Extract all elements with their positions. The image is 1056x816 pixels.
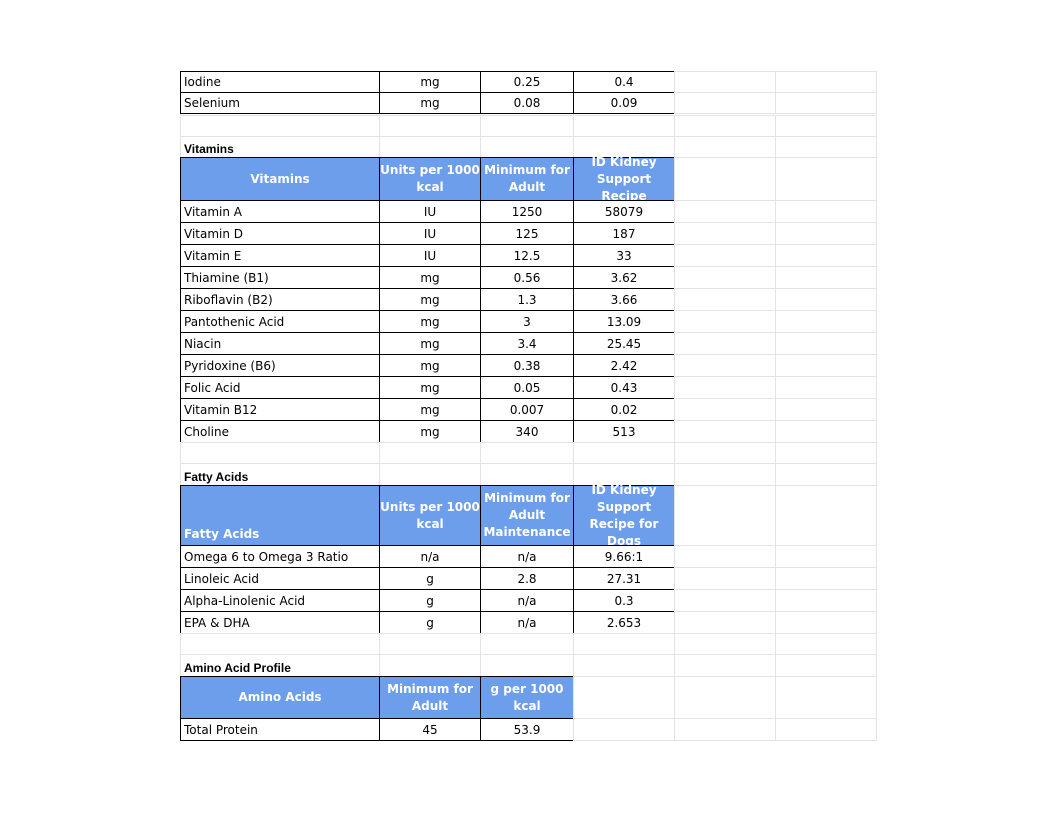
unit-cell[interactable]: IU bbox=[379, 244, 481, 267]
recipe-cell[interactable]: 25.45 bbox=[573, 332, 675, 355]
minimum-cell[interactable]: 1250 bbox=[480, 200, 574, 223]
empty-cell[interactable] bbox=[775, 310, 877, 333]
unit-cell[interactable]: g bbox=[379, 567, 481, 590]
unit-cell[interactable]: mg bbox=[379, 71, 481, 93]
empty-cell[interactable] bbox=[775, 420, 877, 443]
unit-cell[interactable]: IU bbox=[379, 200, 481, 223]
unit-cell[interactable]: g bbox=[379, 611, 481, 634]
empty-cell[interactable] bbox=[775, 398, 877, 421]
recipe-cell[interactable]: 33 bbox=[573, 244, 675, 267]
unit-cell[interactable]: mg bbox=[379, 288, 481, 311]
empty-cell[interactable] bbox=[674, 92, 776, 114]
empty-cell[interactable] bbox=[674, 266, 776, 289]
unit-cell[interactable]: mg bbox=[379, 266, 481, 289]
recipe-cell[interactable]: 13.09 bbox=[573, 310, 675, 333]
nutrient-name[interactable]: Vitamin E bbox=[180, 244, 380, 267]
minimum-cell[interactable]: 340 bbox=[480, 420, 574, 443]
recipe-cell[interactable]: 9.66:1 bbox=[573, 545, 675, 568]
empty-cell[interactable] bbox=[674, 376, 776, 399]
empty-cell[interactable] bbox=[775, 92, 877, 114]
header-minimum[interactable]: Minimum for Adult Maintenance bbox=[480, 485, 574, 546]
empty-cell[interactable] bbox=[573, 676, 675, 719]
unit-cell[interactable]: mg bbox=[379, 376, 481, 399]
nutrient-name[interactable]: Thiamine (B1) bbox=[180, 266, 380, 289]
value-cell[interactable]: 53.9 bbox=[480, 718, 574, 741]
header-minimum[interactable]: Minimum for Adult bbox=[480, 157, 574, 201]
empty-cell[interactable] bbox=[775, 157, 877, 201]
empty-cell[interactable] bbox=[180, 442, 380, 464]
nutrient-name[interactable]: Omega 6 to Omega 3 Ratio bbox=[180, 545, 380, 568]
empty-cell[interactable] bbox=[674, 288, 776, 311]
empty-cell[interactable] bbox=[674, 676, 776, 719]
recipe-cell[interactable]: 513 bbox=[573, 420, 675, 443]
nutrient-name[interactable]: Pyridoxine (B6) bbox=[180, 354, 380, 377]
empty-cell[interactable] bbox=[674, 115, 776, 137]
empty-cell[interactable] bbox=[379, 136, 481, 158]
nutrient-name[interactable]: Vitamin B12 bbox=[180, 398, 380, 421]
empty-cell[interactable] bbox=[775, 288, 877, 311]
empty-cell[interactable] bbox=[775, 718, 877, 741]
empty-cell[interactable] bbox=[480, 654, 574, 677]
unit-cell[interactable]: mg bbox=[379, 420, 481, 443]
empty-cell[interactable] bbox=[379, 115, 481, 137]
header-vitamins[interactable]: Vitamins bbox=[180, 157, 380, 201]
empty-cell[interactable] bbox=[674, 222, 776, 245]
empty-cell[interactable] bbox=[674, 718, 776, 741]
header-recipe[interactable]: ID Kidney Support Recipe for Dogs bbox=[573, 485, 675, 546]
unit-cell[interactable]: g bbox=[379, 589, 481, 612]
empty-cell[interactable] bbox=[775, 611, 877, 634]
empty-cell[interactable] bbox=[674, 485, 776, 546]
unit-cell[interactable]: n/a bbox=[379, 545, 481, 568]
recipe-cell[interactable]: 2.42 bbox=[573, 354, 675, 377]
unit-cell[interactable]: mg bbox=[379, 354, 481, 377]
recipe-cell[interactable]: 2.653 bbox=[573, 611, 675, 634]
empty-cell[interactable] bbox=[775, 654, 877, 677]
empty-cell[interactable] bbox=[480, 463, 574, 486]
unit-cell[interactable]: mg bbox=[379, 398, 481, 421]
empty-cell[interactable] bbox=[674, 654, 776, 677]
empty-cell[interactable] bbox=[674, 136, 776, 158]
empty-cell[interactable] bbox=[674, 420, 776, 443]
header-fatty-acids[interactable]: Fatty Acids bbox=[180, 485, 380, 546]
nutrient-name[interactable]: Choline bbox=[180, 420, 380, 443]
section-title-fatty-acids[interactable]: Fatty Acids bbox=[180, 463, 380, 486]
minimum-cell[interactable]: 0.007 bbox=[480, 398, 574, 421]
unit-cell[interactable]: mg bbox=[379, 92, 481, 114]
empty-cell[interactable] bbox=[480, 115, 574, 137]
empty-cell[interactable] bbox=[775, 545, 877, 568]
empty-cell[interactable] bbox=[674, 545, 776, 568]
recipe-cell[interactable]: 3.66 bbox=[573, 288, 675, 311]
minimum-cell[interactable]: n/a bbox=[480, 545, 574, 568]
nutrient-name[interactable]: Total Protein bbox=[180, 718, 380, 741]
header-g-per-1000-kcal[interactable]: g per 1000 kcal bbox=[480, 676, 574, 719]
empty-cell[interactable] bbox=[379, 442, 481, 464]
empty-cell[interactable] bbox=[775, 463, 877, 486]
unit-cell[interactable]: mg bbox=[379, 332, 481, 355]
empty-cell[interactable] bbox=[180, 115, 380, 137]
empty-cell[interactable] bbox=[775, 633, 877, 655]
recipe-cell[interactable]: 3.62 bbox=[573, 266, 675, 289]
nutrient-name[interactable]: Linoleic Acid bbox=[180, 567, 380, 590]
empty-cell[interactable] bbox=[674, 398, 776, 421]
empty-cell[interactable] bbox=[674, 442, 776, 464]
empty-cell[interactable] bbox=[674, 244, 776, 267]
empty-cell[interactable] bbox=[775, 589, 877, 612]
empty-cell[interactable] bbox=[379, 654, 481, 677]
section-title-vitamins[interactable]: Vitamins bbox=[180, 136, 380, 158]
unit-cell[interactable]: IU bbox=[379, 222, 481, 245]
recipe-cell[interactable]: 0.02 bbox=[573, 398, 675, 421]
minimum-cell[interactable]: 3.4 bbox=[480, 332, 574, 355]
recipe-cell[interactable]: 58079 bbox=[573, 200, 675, 223]
nutrient-name[interactable]: EPA & DHA bbox=[180, 611, 380, 634]
empty-cell[interactable] bbox=[480, 633, 574, 655]
empty-cell[interactable] bbox=[573, 718, 675, 741]
header-units[interactable]: Units per 1000 kcal bbox=[379, 485, 481, 546]
empty-cell[interactable] bbox=[775, 354, 877, 377]
nutrient-name[interactable]: Alpha-Linolenic Acid bbox=[180, 589, 380, 612]
minimum-cell[interactable]: n/a bbox=[480, 589, 574, 612]
empty-cell[interactable] bbox=[573, 442, 675, 464]
empty-cell[interactable] bbox=[480, 136, 574, 158]
recipe-cell[interactable]: 0.4 bbox=[573, 71, 675, 93]
empty-cell[interactable] bbox=[775, 266, 877, 289]
header-units[interactable]: Units per 1000 kcal bbox=[379, 157, 481, 201]
nutrient-name[interactable]: Niacin bbox=[180, 332, 380, 355]
empty-cell[interactable] bbox=[775, 332, 877, 355]
empty-cell[interactable] bbox=[775, 567, 877, 590]
empty-cell[interactable] bbox=[775, 136, 877, 158]
minimum-cell[interactable]: 12.5 bbox=[480, 244, 574, 267]
minimum-cell[interactable]: n/a bbox=[480, 611, 574, 634]
section-title-amino-acids[interactable]: Amino Acid Profile bbox=[180, 654, 380, 677]
recipe-cell[interactable]: 0.3 bbox=[573, 589, 675, 612]
nutrient-name[interactable]: Iodine bbox=[180, 71, 380, 93]
minimum-cell[interactable]: 45 bbox=[379, 718, 481, 741]
empty-cell[interactable] bbox=[674, 463, 776, 486]
minimum-cell[interactable]: 3 bbox=[480, 310, 574, 333]
recipe-cell[interactable]: 0.09 bbox=[573, 92, 675, 114]
minimum-cell[interactable]: 0.05 bbox=[480, 376, 574, 399]
recipe-cell[interactable]: 187 bbox=[573, 222, 675, 245]
minimum-cell[interactable]: 0.25 bbox=[480, 71, 574, 93]
empty-cell[interactable] bbox=[674, 200, 776, 223]
empty-cell[interactable] bbox=[674, 589, 776, 612]
minimum-cell[interactable]: 0.38 bbox=[480, 354, 574, 377]
header-minimum[interactable]: Minimum for Adult bbox=[379, 676, 481, 719]
nutrient-name[interactable]: Selenium bbox=[180, 92, 380, 114]
nutrient-name[interactable]: Pantothenic Acid bbox=[180, 310, 380, 333]
header-recipe[interactable]: ID Kidney Support Recipe bbox=[573, 157, 675, 201]
empty-cell[interactable] bbox=[573, 633, 675, 655]
empty-cell[interactable] bbox=[674, 310, 776, 333]
empty-cell[interactable] bbox=[674, 567, 776, 590]
empty-cell[interactable] bbox=[775, 200, 877, 223]
unit-cell[interactable]: mg bbox=[379, 310, 481, 333]
empty-cell[interactable] bbox=[775, 376, 877, 399]
minimum-cell[interactable]: 2.8 bbox=[480, 567, 574, 590]
empty-cell[interactable] bbox=[674, 332, 776, 355]
recipe-cell[interactable]: 0.43 bbox=[573, 376, 675, 399]
nutrient-name[interactable]: Vitamin A bbox=[180, 200, 380, 223]
header-amino-acids[interactable]: Amino Acids bbox=[180, 676, 380, 719]
recipe-cell[interactable]: 27.31 bbox=[573, 567, 675, 590]
minimum-cell[interactable]: 0.08 bbox=[480, 92, 574, 114]
empty-cell[interactable] bbox=[775, 244, 877, 267]
empty-cell[interactable] bbox=[674, 157, 776, 201]
nutrient-name[interactable]: Riboflavin (B2) bbox=[180, 288, 380, 311]
empty-cell[interactable] bbox=[379, 463, 481, 486]
nutrient-name[interactable]: Vitamin D bbox=[180, 222, 380, 245]
empty-cell[interactable] bbox=[775, 115, 877, 137]
empty-cell[interactable] bbox=[775, 485, 877, 546]
empty-cell[interactable] bbox=[180, 633, 380, 655]
minimum-cell[interactable]: 1.3 bbox=[480, 288, 574, 311]
minimum-cell[interactable]: 0.56 bbox=[480, 266, 574, 289]
empty-cell[interactable] bbox=[674, 611, 776, 634]
empty-cell[interactable] bbox=[480, 442, 574, 464]
empty-cell[interactable] bbox=[674, 633, 776, 655]
empty-cell[interactable] bbox=[775, 442, 877, 464]
empty-cell[interactable] bbox=[775, 222, 877, 245]
empty-cell[interactable] bbox=[674, 354, 776, 377]
empty-cell[interactable] bbox=[379, 633, 481, 655]
nutrient-name[interactable]: Folic Acid bbox=[180, 376, 380, 399]
minimum-cell[interactable]: 125 bbox=[480, 222, 574, 245]
empty-cell[interactable] bbox=[775, 676, 877, 719]
empty-cell[interactable] bbox=[775, 71, 877, 93]
empty-cell[interactable] bbox=[674, 71, 776, 93]
empty-cell[interactable] bbox=[573, 115, 675, 137]
empty-cell[interactable] bbox=[573, 654, 675, 677]
